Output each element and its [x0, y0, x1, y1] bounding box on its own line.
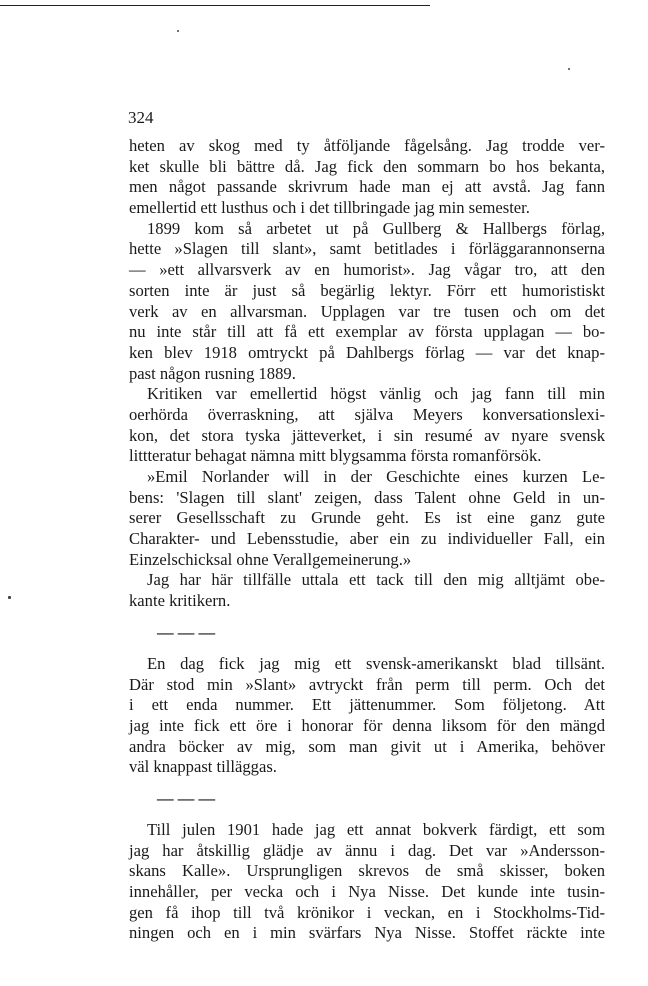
body-text: [129, 136, 605, 944]
text-line: Kritiken var emellertid högst vänlig och jag fann till min: [147, 384, 605, 404]
scan-speck: [177, 30, 179, 32]
scan-speck: [568, 68, 570, 70]
text-line: — »ett allvarsverk av en humorist». Jag vågar tro, att den: [129, 260, 605, 280]
text-line: Einzelschicksal ohne Verallgemeinerung.»: [129, 549, 412, 569]
text-line: serer Gesellsschaft zu Grunde geht. Es ist eine ganz gute: [129, 508, 605, 528]
text-line: ningen och en i min svärfars Nya Nisse. Stoffet räckte inte: [129, 923, 605, 943]
text-line: Där stod min »Slant» avtryckt från perm till perm. Och det: [129, 674, 605, 694]
section-gap: [129, 640, 605, 654]
text-line: kon, det stora tyska jätteverket, i sin resumé av nyare svensk: [129, 425, 605, 445]
text-line: 1899 kom så arbetet ut på Gullberg & Hallbergs förlag,: [147, 218, 605, 238]
text-line: Charakter- und Lebensstudie, aber ein zu individueller Fall, ein: [129, 529, 605, 549]
text-line: kante kritikern.: [129, 591, 231, 611]
text-line: verk av en allvarsman. Upplagen var tre tusen och om det: [129, 301, 605, 321]
text-line: jag har åtskillig glädje av ännu i dag. Det var »Andersson-: [129, 840, 605, 860]
text-line: jag inte fick ett öre i honorar för denna liksom för den mängd: [129, 715, 605, 735]
text-line: bens: 'Slagen till slant' zeigen, dass Talent ohne Geld in un-: [129, 487, 605, 507]
text-line: Jag har här tillfälle uttala ett tack till den mig alltjämt obe-: [147, 570, 605, 590]
text-line: Till julen 1901 hade jag ett annat bokverk färdigt, ett som: [147, 819, 605, 839]
text-line: »Emil Norlander will in der Geschichte eines kurzen Le-: [147, 467, 605, 486]
text-line: andra böcker av mig, som man givit ut i Amerika, behöver: [129, 736, 605, 756]
text-line: littteratur behagat nämna mitt blygsamma första romanförsök.: [129, 446, 542, 466]
text-line: emellertid ett lusthus och i det tillbringade jag min semester.: [129, 198, 530, 218]
text-line: innehåller, per vecka och i Nya Nisse. Det kunde inte tusin-: [129, 882, 605, 901]
text-line: väl knappast tilläggas.: [129, 757, 277, 777]
text-line: hette »Slagen till slant», samt betitlades i förläggarannonserna: [129, 239, 605, 259]
text-line: nu inte står till att få ett exemplar av första upplagan — bo-: [129, 322, 605, 342]
text-line: heten av skog med ty åtföljande fågelsång. Jag trodde ver-: [129, 136, 605, 155]
section-gap: [129, 806, 605, 820]
text-line: En dag fick jag mig ett svensk-amerikanskt blad tillsänt.: [147, 653, 605, 673]
text-line: gen få ihop till två krönikor i veckan, en i Stockholms-Tid-: [129, 902, 605, 922]
text-line: oerhörda överraskning, att själva Meyers konversationslexi-: [129, 404, 605, 424]
section-separator: — — —: [157, 622, 216, 642]
text-line: sorten inte är just så begärlig lektyr. Förr ett humoristiskt: [129, 280, 605, 300]
text-line: ken blev 1918 omtryckt på Dahlbergs förlag — var det knap-: [129, 342, 605, 362]
scan-speck: [8, 596, 11, 599]
page-number: 324: [128, 108, 154, 127]
text-line: i ett enda nummer. Ett jättenummer. Som följetong. Att: [129, 695, 605, 715]
text-line: skans Kalle». Ursprungligen skrevos de små skisser, boken: [129, 861, 605, 881]
section-separator: — — —: [157, 788, 216, 808]
scan-edge-rule: [0, 5, 430, 6]
text-line: past någon rusning 1889.: [129, 363, 296, 383]
text-line: men något passande skrivrum hade man ej att avstå. Jag fann: [129, 177, 605, 197]
text-line: ket skulle bli bättre då. Jag fick den sommarn bo hos bekanta,: [129, 156, 605, 176]
